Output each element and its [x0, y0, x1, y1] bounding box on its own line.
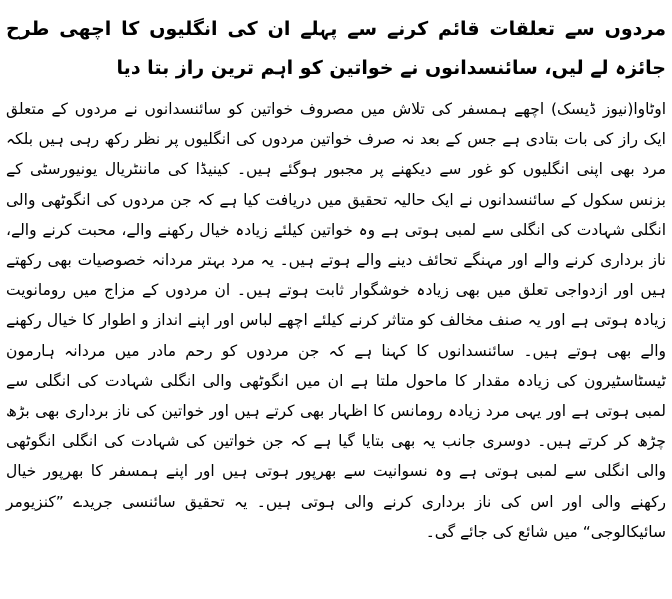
- article-headline: مردوں سے تعلقات قائم کرنے سے پہلے ان کی انگلیوں کا اچھی طرح جائزہ لے لیں، سائنسدانوں نے خواتین کو اہم ترین راز بتا دیا: [6, 18, 666, 79]
- news-article: [6, 0, 666, 599]
- article-body: اوٹاوا(نیوز ڈیسک) اچھے ہمسفر کی تلاش میں مصروف خواتین کو سائنسدانوں نے مردوں کے متعلق ایک راز کی بات بتادی ہے جس کے بعد نہ صرف خواتین مردوں کی انگلیوں پر نظر رکھ رہی ہیں بلکہ مرد بھی اپنی انگلیوں کو غور سے دیکھنے پر مجبور ہوگئے ہیں۔ کینیڈا کی ماننٹریال یونیورسٹی کے بزنس سکول کے سائنسدانوں نے ایک حالیہ تحقیق میں دریافت کیا ہے کہ جن مردوں کی انگوٹھی والی انگلی شہادت کی انگلی سے لمبی ہوتی ہے وہ خواتین کیلئے زیادہ خیال رکھنے والے، محبت کرنے والے، ناز برداری کرنے والے اور مہنگے تحائف دینے والے ہوتے ہیں۔ یہ مرد بہتر مردانہ خصوصیات بھی رکھتے ہیں اور ازدواجی تعلق میں بھی زیادہ خوشگوار ثابت ہوتے ہیں۔ ان مردوں کے مزاج میں رومانویت زیادہ ہوتی ہے اور یہ صنف مخالف کو متاثر کرنے کیلئے اچھے لباس اور اپنے انداز و اطوار کا خیال رکھنے والے بھی ہوتے ہیں۔ سائنسدانوں کا کہنا ہے کہ جن مردوں کو رحم مادر میں مردانہ ہارمون ٹیسٹاسٹیرون کی زیادہ مقدار کا ماحول ملتا ہے ان میں انگوٹھی والی انگلی شہادت کی انگلی سے لمبی ہوتی ہے اور یہی مرد زیادہ رومانس کا اظہار بھی کرتے ہیں اور خواتین کی ناز برداری بھی بڑھ چڑھ کر کرتے ہیں۔ دوسری جانب یہ بھی بتایا گیا ہے کہ جن خواتین کی شہادت کی انگلی انگوٹھی والی انگلی سے لمبی ہوتی ہے وہ نسوانیت سے بھرپور ہوتی ہیں اور اپنے ہمسفر کا بھرپور خیال رکھنے والی اور اس کی ناز برداری کرنے والی ہوتی ہیں۔ یہ تحقیق سائنسی جریدے ”کنزیومر سائیکالوجی“ میں شائع کی جائے گی۔: [6, 100, 666, 541]
